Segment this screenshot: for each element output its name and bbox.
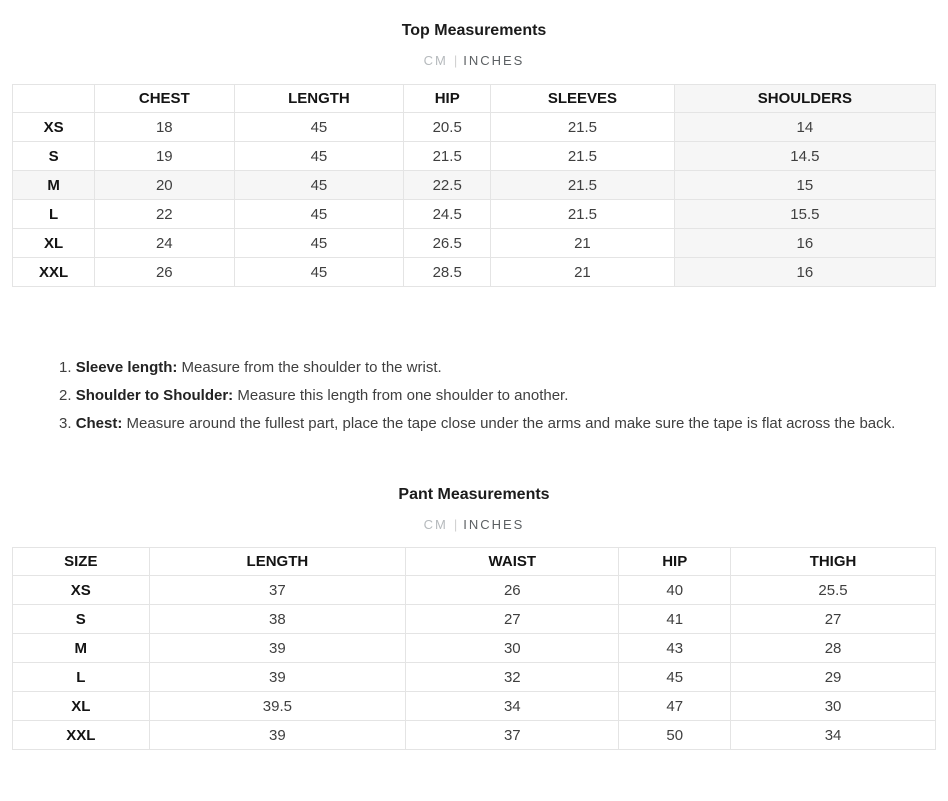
table-row: [13, 663, 936, 692]
column-header-hip: HIP: [404, 85, 491, 113]
note-number: 3.: [59, 415, 76, 432]
column-header-waist: WAIST: [406, 548, 619, 576]
value-cell: 45: [234, 113, 404, 142]
value-cell: 21: [491, 258, 675, 287]
value-cell: 30: [406, 634, 619, 663]
value-cell: 37: [406, 721, 619, 750]
table-row: [13, 113, 936, 142]
table-row: [13, 258, 936, 287]
value-cell: 25.5: [731, 576, 936, 605]
column-header-thigh: THIGH: [731, 548, 936, 576]
value-cell: 43: [619, 634, 731, 663]
column-header-size: SIZE: [13, 548, 150, 576]
pant-measurements-section: [0, 485, 948, 750]
value-cell: 40: [619, 576, 731, 605]
value-cell: 14.5: [674, 142, 935, 171]
unit-divider: |: [453, 53, 458, 68]
size-cell: S: [13, 605, 150, 634]
size-cell: M: [13, 634, 150, 663]
table-row: [13, 142, 936, 171]
table-row: [13, 634, 936, 663]
value-cell: 45: [234, 200, 404, 229]
size-cell: XL: [13, 229, 95, 258]
value-cell: 22: [95, 200, 234, 229]
value-cell: 14: [674, 113, 935, 142]
value-cell: 21: [491, 229, 675, 258]
unit-toggle-top: [0, 53, 948, 69]
unit-option-cm[interactable]: CM: [423, 517, 448, 532]
value-cell: 34: [731, 721, 936, 750]
value-cell: 19: [95, 142, 234, 171]
top-measurements-title: Top Measurements: [401, 22, 547, 39]
value-cell: 45: [619, 663, 731, 692]
value-cell: 34: [406, 692, 619, 721]
size-cell: XS: [13, 576, 150, 605]
value-cell: 27: [406, 605, 619, 634]
size-cell: S: [13, 142, 95, 171]
value-cell: 41: [619, 605, 731, 634]
column-header-hip: HIP: [619, 548, 731, 576]
value-cell: 45: [234, 229, 404, 258]
value-cell: 16: [674, 229, 935, 258]
pant-table-body: [13, 576, 936, 750]
value-cell: 50: [619, 721, 731, 750]
value-cell: 24: [95, 229, 234, 258]
value-cell: 21.5: [491, 142, 675, 171]
header-row: [13, 548, 936, 576]
value-cell: 21.5: [491, 171, 675, 200]
table-row: [13, 171, 936, 200]
measurement-note: 2. Shoulder to Shoulder: Measure this length from one shoulder to another.: [59, 387, 569, 404]
value-cell: 45: [234, 142, 404, 171]
value-cell: 45: [234, 171, 404, 200]
size-cell: M: [13, 171, 95, 200]
unit-option-cm[interactable]: CM: [423, 53, 448, 68]
value-cell: 18: [95, 113, 234, 142]
value-cell: 15.5: [674, 200, 935, 229]
value-cell: 15: [674, 171, 935, 200]
value-cell: 39: [149, 721, 406, 750]
value-cell: 30: [731, 692, 936, 721]
size-cell: XXL: [13, 721, 150, 750]
top-measurements-section: [0, 0, 948, 287]
value-cell: 20.5: [404, 113, 491, 142]
size-cell: L: [13, 663, 150, 692]
value-cell: 45: [234, 258, 404, 287]
column-header-empty: [13, 85, 95, 113]
top-table-body: [13, 113, 936, 287]
value-cell: 39.5: [149, 692, 406, 721]
measurement-note: 1. Sleeve length: Measure from the shoulder to the wrist.: [59, 359, 442, 376]
value-cell: 24.5: [404, 200, 491, 229]
pant-measurements-table: [12, 547, 936, 750]
table-row: [13, 605, 936, 634]
note-number: 1.: [59, 359, 76, 376]
value-cell: 22.5: [404, 171, 491, 200]
table-row: [13, 692, 936, 721]
value-cell: 37: [149, 576, 406, 605]
column-header-length: LENGTH: [149, 548, 406, 576]
note-number: 2.: [59, 387, 76, 404]
note-label: Shoulder to Shoulder:: [75, 387, 234, 404]
top-measurements-table: [12, 84, 936, 287]
value-cell: 26: [406, 576, 619, 605]
value-cell: 21.5: [404, 142, 491, 171]
value-cell: 26: [95, 258, 234, 287]
column-header-length: LENGTH: [234, 85, 404, 113]
size-cell: XL: [13, 692, 150, 721]
size-cell: L: [13, 200, 95, 229]
table-row: [13, 229, 936, 258]
column-header-shoulders: SHOULDERS: [674, 85, 935, 113]
unit-toggle-pant: [0, 517, 948, 533]
value-cell: 32: [406, 663, 619, 692]
size-cell: XXL: [13, 258, 95, 287]
value-cell: 20: [95, 171, 234, 200]
measurement-notes: [59, 354, 923, 438]
value-cell: 26.5: [404, 229, 491, 258]
header-row: [13, 85, 936, 113]
column-header-sleeves: SLEEVES: [491, 85, 675, 113]
column-header-chest: CHEST: [95, 85, 234, 113]
value-cell: 28.5: [404, 258, 491, 287]
pant-table-head: [13, 548, 936, 576]
value-cell: 29: [731, 663, 936, 692]
top-table-head: [13, 85, 936, 113]
size-cell: XS: [13, 113, 95, 142]
value-cell: 39: [149, 634, 406, 663]
note-label: Sleeve length:: [75, 359, 178, 376]
value-cell: 27: [731, 605, 936, 634]
table-row: [13, 576, 936, 605]
note-label: Chest:: [75, 415, 123, 432]
value-cell: 21.5: [491, 113, 675, 142]
value-cell: 47: [619, 692, 731, 721]
pant-measurements-title: Pant Measurements: [398, 486, 550, 503]
value-cell: 16: [674, 258, 935, 287]
table-row: [13, 721, 936, 750]
unit-option-inches[interactable]: INCHES: [463, 517, 525, 532]
table-row: [13, 200, 936, 229]
value-cell: 38: [149, 605, 406, 634]
value-cell: 28: [731, 634, 936, 663]
value-cell: 21.5: [491, 200, 675, 229]
measurement-note: 3. Chest: Measure around the fullest part, place the tape close under the arms and make sure the tape is flat across the back.: [59, 415, 896, 432]
unit-divider: |: [453, 517, 458, 532]
unit-option-inches[interactable]: INCHES: [463, 53, 525, 68]
value-cell: 39: [149, 663, 406, 692]
